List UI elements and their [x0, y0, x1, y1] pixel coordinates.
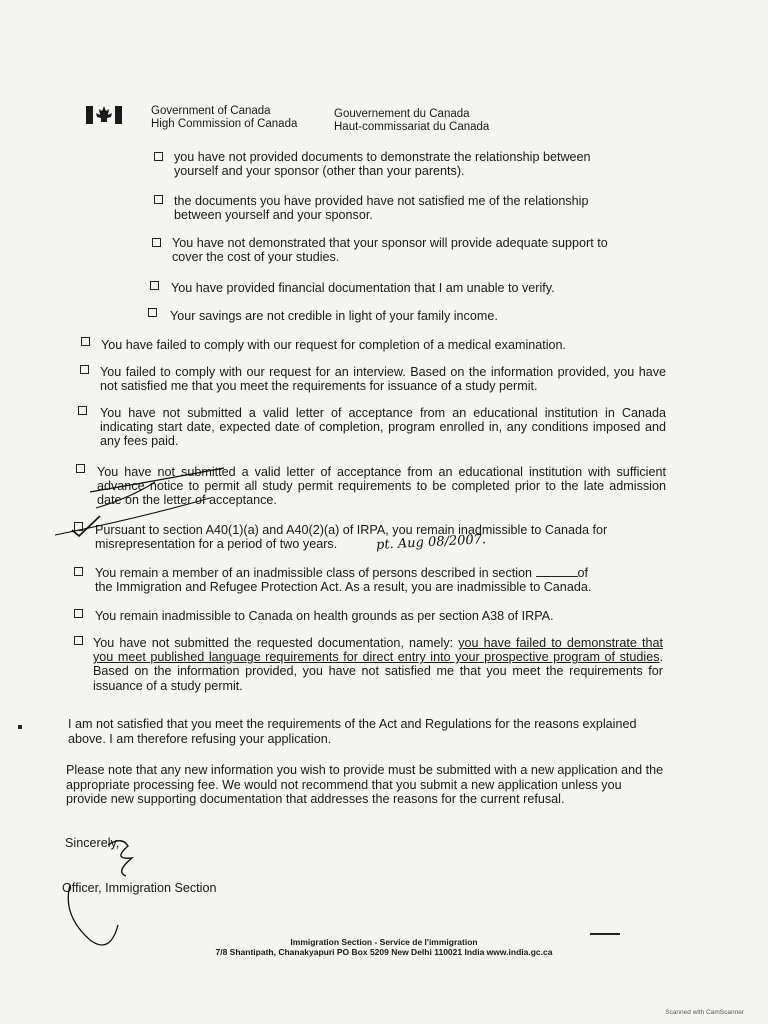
strike-line — [90, 468, 224, 492]
reason-line: Pursuant to section A40(1)(a) and A40(2)(a) of IRPA, you remain inadmissible to Canada for — [95, 523, 608, 537]
signature-scrawl — [108, 841, 132, 876]
reason-text: You remain a member of an inadmissible class of persons described in section — [95, 566, 533, 580]
gov-name-fr: Gouvernement du Canada — [334, 108, 470, 120]
strike-line — [55, 498, 210, 535]
reason-line: you have not provided documents to demonstrate the relationship between — [174, 150, 591, 164]
reason-medical: You have failed to comply with our request for completion of a medical examination. — [101, 338, 567, 352]
reason-line: the documents you have provided have not satisfied me of the relationship — [174, 194, 589, 208]
refusal-statement: I am not satisfied that you meet the requirements of the Act and Regulations for the reasons explained above. I am therefore refusing your application. — [68, 717, 637, 746]
closing-sincerely: Sincerely, — [65, 836, 120, 850]
reason-health: You remain inadmissible to Canada on health grounds as per section A38 of IRPA. — [95, 609, 554, 623]
reason-text: You have not submitted the requested documentation, namely: — [93, 636, 454, 650]
commission-name-en: High Commission of Canada — [151, 118, 298, 130]
reason-line: cover the cost of your studies. — [172, 250, 340, 265]
reason-line: yourself and your sponsor (other than your parents). — [174, 164, 465, 179]
officer-title: Officer, Immigration Section — [62, 881, 217, 895]
reason-line: misrepresentation for a period of two years. — [95, 537, 338, 552]
scan-watermark: Scanned with CamScanner — [665, 1009, 744, 1016]
reason-text: . Based on the information provided, you have not satisfied me that you meet the requirements for issuance of a study permit. — [93, 650, 663, 693]
new-application-note: Please note that any new information you wish to provide must be submitted with a new application and the appropriate processing fee. We would not recommend that you submit a new application unless you provide new supporting documentation that addresses the reasons for the current refusal. — [66, 763, 664, 806]
reason-line: between yourself and your sponsor. — [174, 208, 373, 223]
reason-acceptance-letter: You have not submitted a valid letter of acceptance from an educational institution in Canada indicating start date, expected date of completion, program enrolled in, any conditions imposed and any fees paid. — [100, 406, 666, 449]
reason-line: You have not demonstrated that your sponsor will provide adequate support to — [172, 236, 608, 250]
reason-text: of — [577, 566, 589, 580]
commission-name-fr: Haut-commissariat du Canada — [334, 121, 490, 133]
margin-mark — [18, 725, 22, 729]
gov-name-en: Government of Canada — [151, 105, 271, 117]
reason-underlined-text: you have failed to demonstrate that you meet published language requirements for direct entry into your prospective program of studies — [93, 636, 663, 665]
reason-savings: Your savings are not credible in light of your family income. — [170, 309, 498, 323]
reason-interview: You failed to comply with our request for an interview. Based on the information provided, you have not satisfied me that you meet the requirements for issuance of a study permit. — [100, 365, 666, 394]
footer-address: 7/8 Shantipath, Chanakyapuri PO Box 5209 New Delhi 110021 India www.india.gc.ca — [215, 947, 553, 957]
reason-acceptance-notice: You have not submitted a valid letter of acceptance from an educational institution with sufficient advance notice to permit all study permit requirements to be completed prior to the late admission date on the letter of acceptance. — [97, 465, 666, 508]
reason-financial-docs: You have provided financial documentation that I am unable to verify. — [171, 281, 555, 295]
signature-scrawl — [68, 885, 118, 945]
reason-line: the Immigration and Refugee Protection Act. As a result, you are inadmissible to Canada. — [95, 580, 592, 595]
footer-section-name: Immigration Section - Service de l'immigration — [290, 937, 478, 947]
handwritten-date-note: pt. Aug 08/2007. — [375, 532, 487, 553]
